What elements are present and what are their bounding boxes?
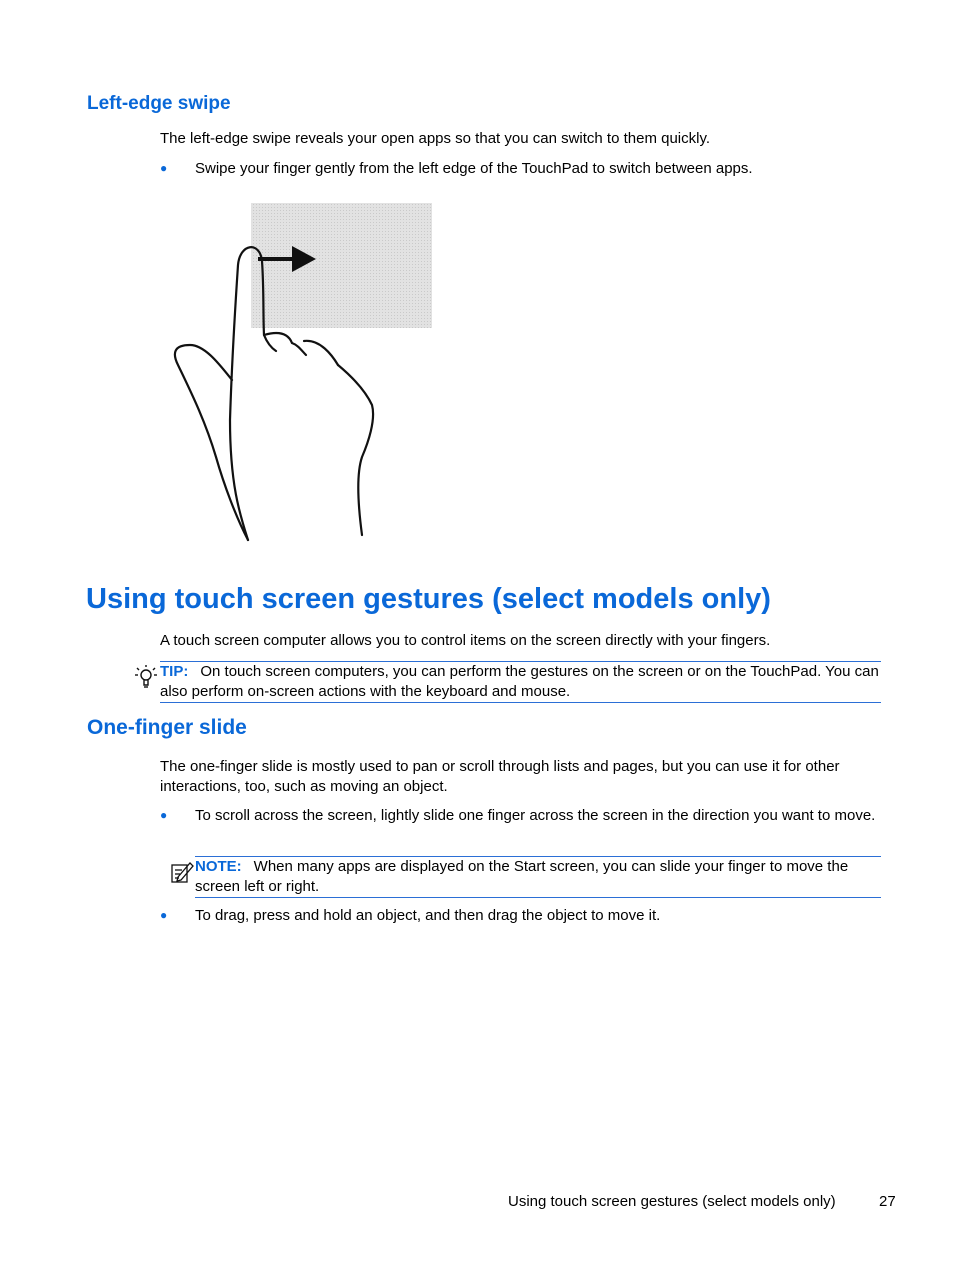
note-callout (195, 856, 881, 898)
page-title: Using touch screen gestures (select models only) (86, 583, 771, 615)
section-heading-one-finger-slide: One-finger slide (87, 716, 247, 739)
note-text: When many apps are displayed on the Start screen, you can slide your finger to move the screen left or right. (195, 858, 849, 895)
bullet-dot-icon: ● (160, 908, 168, 922)
touchpad-area (251, 203, 432, 328)
bullet-dot-icon: ● (160, 808, 168, 822)
left-edge-swipe-illustration (160, 195, 450, 555)
section-heading-left-edge-swipe: Left-edge swipe (87, 93, 231, 114)
tip-text: On touch screen computers, you can perform the gestures on the screen or on the TouchPad. You can also perform on-screen actions with the keyboard and mouse. (160, 663, 879, 700)
list-item: Swipe your finger gently from the left edge of the TouchPad to switch between apps. (195, 160, 753, 177)
page-number: 27 (879, 1193, 896, 1210)
section-paragraph: The one-finger slide is mostly used to pan or scroll through lists and pages, but you can use it for other interactions, too, such as moving an object. (160, 758, 840, 795)
list-item: To drag, press and hold an object, and then drag the object to move it. (195, 907, 661, 924)
note-label: NOTE: (195, 858, 242, 875)
tip-label: TIP: (160, 663, 189, 680)
list-item: To scroll across the screen, lightly slide one finger across the screen in the direction you want to move. (195, 807, 876, 824)
lightbulb-icon (134, 664, 158, 690)
footer-title: Using touch screen gestures (select models only) (508, 1193, 836, 1210)
tip-callout (160, 661, 881, 703)
chapter-paragraph: A touch screen computer allows you to control items on the screen directly with your fingers. (160, 632, 771, 649)
note-pencil-icon (170, 860, 194, 884)
section-paragraph: The left-edge swipe reveals your open apps so that you can switch to them quickly. (160, 130, 711, 147)
bullet-dot-icon: ● (160, 161, 168, 175)
